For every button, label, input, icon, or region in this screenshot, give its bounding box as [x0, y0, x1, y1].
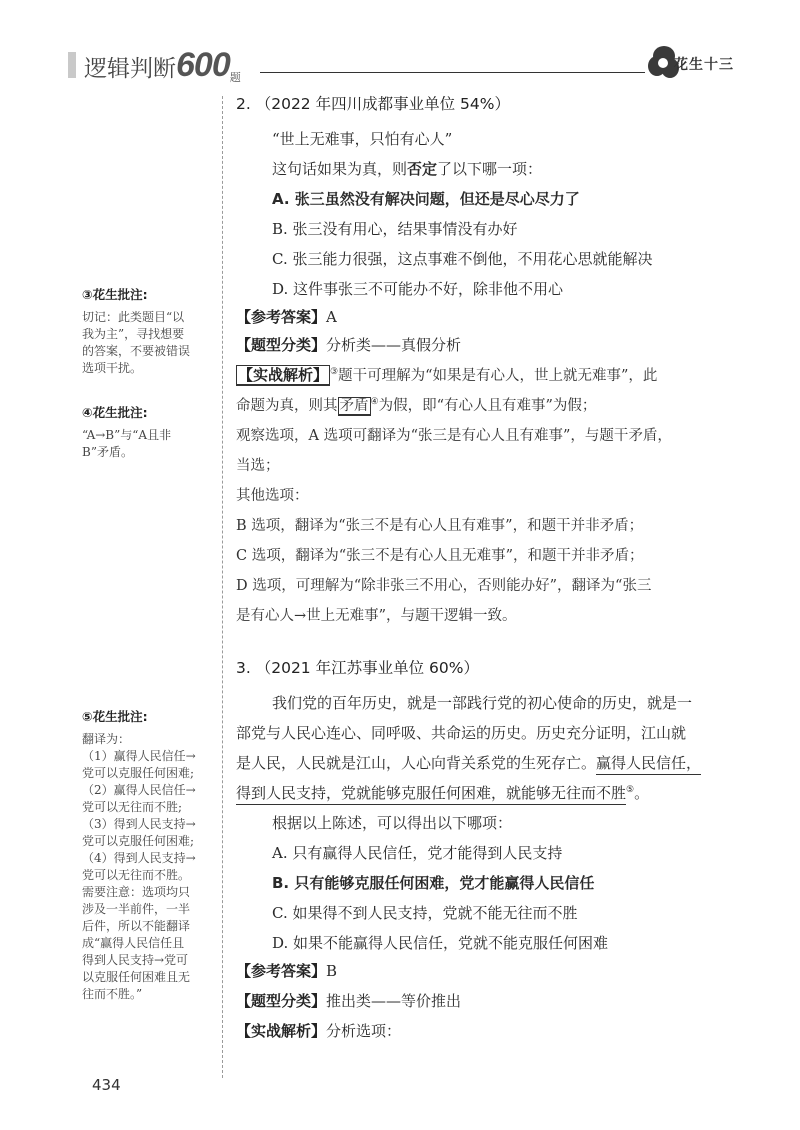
q3-answer-row: [236, 960, 337, 981]
q2-option-b: B. 张三没有用心，结果事情没有办好: [272, 220, 518, 238]
book-title: [84, 46, 241, 85]
book-title-prefix: 逻辑判断: [84, 56, 176, 82]
q3-analysis-start: 分析选项：: [326, 1022, 402, 1040]
margin-note-4: [82, 404, 214, 461]
margin-divider: [222, 96, 223, 1078]
q3-prompt: 根据以上陈述，可以得出以下哪项：: [272, 814, 513, 832]
analysis-label: 【实战解析】: [236, 1022, 327, 1040]
page-number: 434: [92, 1076, 121, 1094]
brand-logo: [644, 44, 734, 82]
book-title-suffix: 题: [229, 71, 241, 84]
q2-type: 分析类——真假分析: [326, 336, 462, 354]
q2-analysis-line: 其他选项：: [236, 488, 309, 504]
note-line: （2）赢得人民信任→: [82, 783, 196, 797]
q3-stem-line-2: 部党与人民心连心、同呼吸、共命运的历史。历史充分证明，江山就: [236, 724, 687, 742]
q2-analysis-line-1: [236, 364, 657, 385]
q3-type: 推出类——等价推出: [326, 992, 462, 1010]
q2-prompt-b: 了以下哪一项：: [437, 160, 543, 178]
book-title-number: 600: [176, 46, 230, 84]
contradiction-box: 矛盾: [339, 398, 369, 414]
type-label: 【题型分类】: [236, 992, 327, 1010]
q2-quote: “世上无难事，只怕有心人”: [272, 130, 453, 148]
q2-analysis-2b: 为假，即“有心人且有难事”为假；: [378, 398, 597, 414]
q3-option-a: A. 只有赢得人民信任，党才能得到人民支持: [272, 844, 563, 862]
q2-analysis-line: 观察选项，A 选项可翻译为“张三是有心人且有难事”，与题干矛盾，: [236, 428, 672, 444]
q3-type-row: [236, 990, 461, 1011]
note-line: 涉及一半前件，一半: [82, 902, 191, 916]
note-title: ③花生批注:: [82, 287, 148, 302]
q3-option-c: C. 如果得不到人民支持，党就不能无往而不胜: [272, 904, 578, 922]
note-line: 需要注意：选项均只: [82, 885, 191, 899]
analysis-label: 【实战解析】: [238, 366, 329, 384]
q2-analysis-line: 是有心人→世上无难事”，与题干逻辑一致。: [236, 608, 517, 624]
note-line: 成“赢得人民信任且: [82, 936, 185, 950]
answer-label: 【参考答案】: [236, 962, 327, 980]
note-line: （4）得到人民支持→: [82, 851, 196, 865]
type-label: 【题型分类】: [236, 336, 327, 354]
footnote-3: ③: [330, 367, 339, 378]
note-line: B”矛盾。: [82, 445, 133, 459]
q3-analysis-row: [236, 1020, 401, 1041]
note-title: ④花生批注:: [82, 405, 148, 420]
margin-note-5: [82, 708, 214, 1003]
q2-analysis-line: C 选项，翻译为“张三不是有心人且无难事”，和题干并非矛盾；: [236, 548, 644, 564]
q3-stem-line-4: [236, 782, 649, 803]
q2-heading: 2. （2022 年四川成都事业单位 54%）: [236, 95, 510, 113]
note-title: ⑤花生批注:: [82, 709, 148, 724]
q2-analysis-2a: 命题为真，则其: [236, 398, 338, 414]
answer-label: 【参考答案】: [236, 308, 327, 326]
note-line: 往而不胜。”: [82, 987, 143, 1001]
q3-stem-3a: 是人民，人民就是江山，人心向背关系党的生死存亡。: [236, 754, 597, 772]
note-line: 选项干扰。: [82, 361, 143, 375]
q2-prompt-a: 这句话如果为真，则: [272, 160, 408, 178]
note-line: 翻译为：: [82, 732, 131, 746]
q3-option-b: B. 只有能够克服任何困难，党才能赢得人民信任: [272, 874, 595, 892]
q2-analysis-line: 当选；: [236, 458, 280, 474]
q3-stem-line-3: [236, 752, 701, 773]
header-accent-bar: [68, 52, 76, 78]
q3-heading: 3. （2021 年江苏事业单位 60%）: [236, 659, 479, 677]
logo-text: 花生十三: [674, 57, 734, 73]
q3-answer: B: [326, 962, 338, 980]
q3-stem-underline-2: 得到人民支持，党就能够克服任何困难，就能够无往而不胜: [236, 784, 626, 805]
note-line: 党可以克服任何困难;: [82, 766, 195, 780]
q3-stem-underline-1: 赢得人民信任，: [596, 754, 701, 775]
q2-prompt: [272, 158, 542, 179]
q2-option-c: C. 张三能力很强，这点事难不倒他，不用花心思就能解决: [272, 250, 653, 268]
q2-analysis-line: D 选项，可理解为“除非张三不用心，否则能办好”，翻译为“张三: [236, 578, 652, 594]
header-rule: [260, 72, 645, 73]
note-line: “A→B”与“A且非: [82, 428, 172, 442]
q3-option-d: D. 如果不能赢得人民信任，党就不能克服任何困难: [272, 934, 609, 952]
q2-option-a: A. 张三虽然没有解决问题，但还是尽心尽力了: [272, 190, 580, 208]
q2-prompt-bold: 否定: [407, 160, 438, 178]
note-line: （1）赢得人民信任→: [82, 749, 196, 763]
footnote-4: ④: [370, 397, 379, 408]
note-line: 党可以无往而不胜;: [82, 800, 183, 814]
note-line: 我为主”，寻找想要: [82, 327, 185, 341]
note-line: 以克服任何困难且无: [82, 970, 191, 984]
note-line: （3）得到人民支持→: [82, 817, 196, 831]
q2-answer: A: [326, 308, 337, 326]
q3-stem-4b: 。: [634, 784, 650, 802]
q2-option-d: D. 这件事张三不可能办不好，除非他不用心: [272, 280, 564, 298]
note-line: 党可以克服任何困难;: [82, 834, 195, 848]
q2-analysis-line-2: [236, 394, 596, 415]
margin-note-3: [82, 286, 214, 377]
q2-answer-row: [236, 306, 337, 327]
footnote-5: ⑤: [626, 785, 635, 795]
note-line: 的答案，不要被错误: [82, 344, 191, 358]
note-line: 切记：此类题目“以: [82, 310, 185, 324]
q3-stem-line-1: 我们党的百年历史，就是一部践行党的初心使命的历史，就是一: [272, 694, 693, 712]
note-line: 得到人民支持→党可: [82, 953, 189, 967]
note-line: 党可以无往而不胜。: [82, 868, 191, 882]
q2-analysis-1: 题干可理解为“如果是有心人，世上就无难事”，此: [338, 368, 658, 384]
note-line: 后件，所以不能翻译: [82, 919, 191, 933]
q2-analysis-line: B 选项，翻译为“张三不是有心人且有难事”，和题干并非矛盾；: [236, 518, 644, 534]
q2-type-row: [236, 334, 461, 355]
